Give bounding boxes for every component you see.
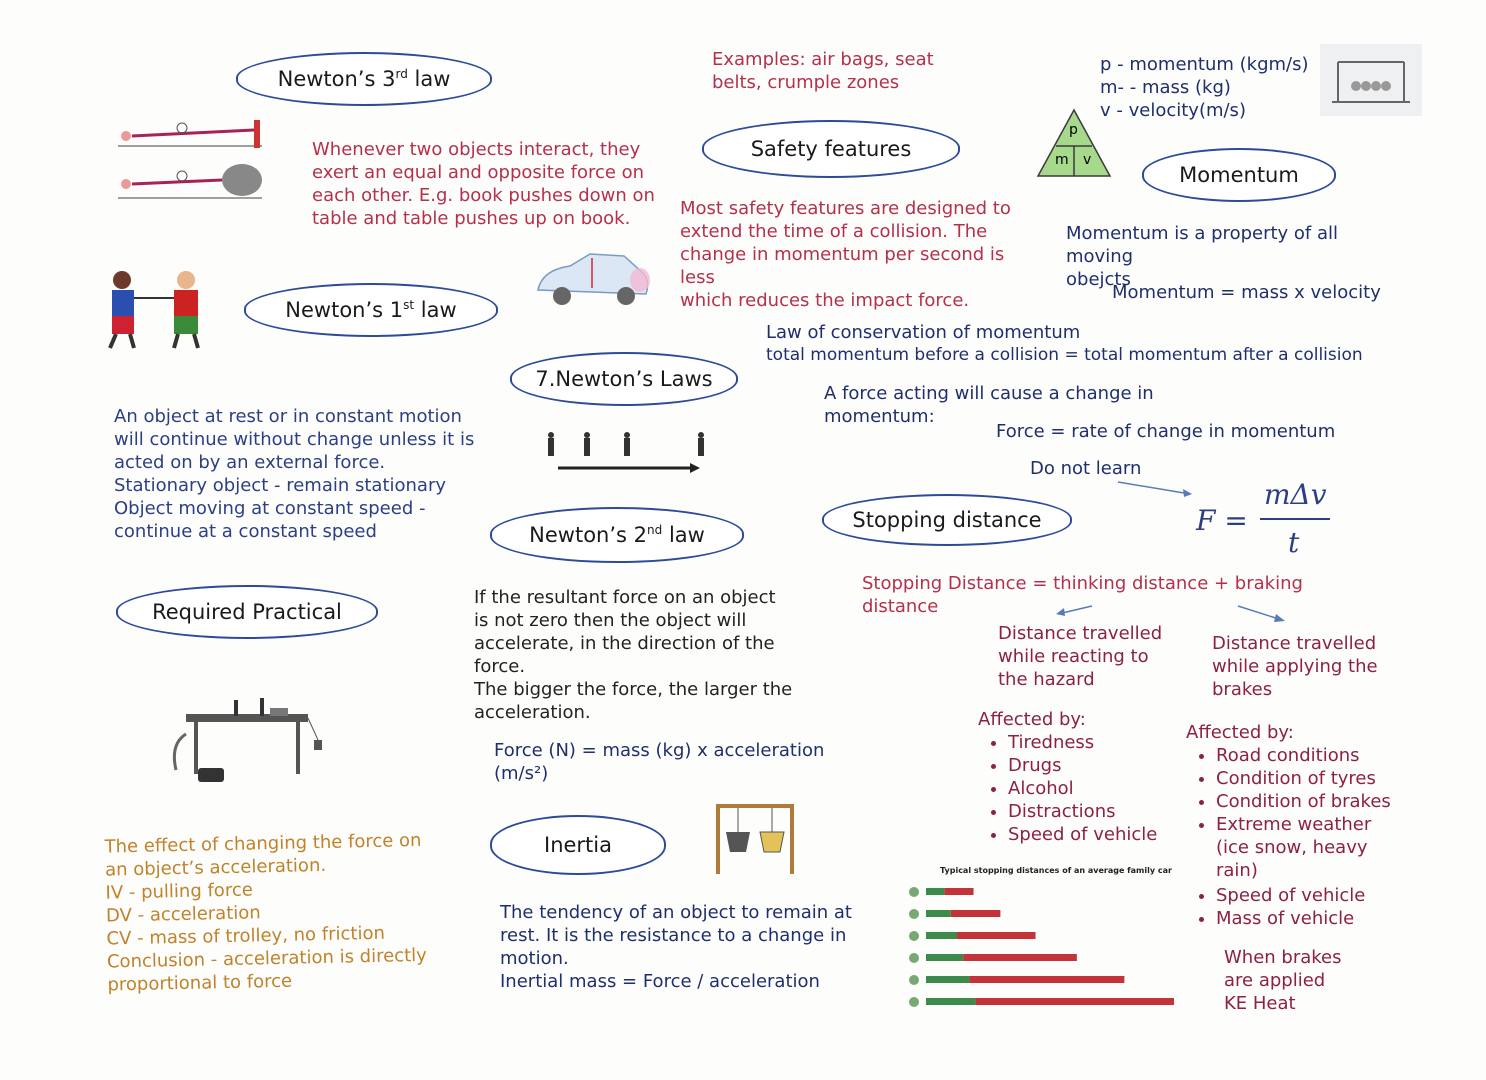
braking-affected-title: Affected by:: [1186, 722, 1294, 743]
chart-bar-braking: [969, 976, 1124, 983]
list-item: • Speed of vehicle: [1216, 884, 1406, 907]
cloud-inertia: Inertia: [490, 815, 666, 875]
triangle-top-label: p: [1069, 122, 1078, 138]
list-item: • Condition of tyres: [1216, 767, 1406, 790]
triangle-left-label: m: [1055, 152, 1069, 168]
chart-bar-braking: [963, 954, 1077, 961]
cloud-newtons-first-law: Newton’s 1st law: [244, 283, 498, 337]
list-item: • Mass of vehicle: [1216, 907, 1406, 930]
practical-text: The effect of changing the force on an object’s acceleration. IV - pulling force DV - acceleration CV - mass of trolley, no friction Conclusion - acceleration is directly proportional to force: [104, 829, 428, 996]
cloud-newtons-third-law: Newton’s 3rd law: [236, 52, 492, 106]
brakes-applied-text: When brakes are applied KE Heat: [1224, 947, 1342, 1014]
momentum-equation: Momentum = mass x velocity: [1112, 282, 1381, 303]
chart-bar-thinking: [926, 888, 945, 895]
chart-bar-braking: [976, 998, 1174, 1005]
conservation-text: total momentum before a collision = total momentum after a collision: [766, 345, 1363, 365]
chart-title: Typical stopping distances of an average family car: [940, 866, 1172, 875]
do-not-learn-note: Do not learn: [1030, 458, 1142, 479]
inertia-buckets-illustration: [710, 800, 800, 876]
chart-row-marker: [909, 931, 919, 941]
trolley-motion-illustration: [540, 430, 710, 474]
stopping-equation: Stopping Distance = thinking distance + braking distance: [862, 573, 1303, 617]
list-item: • Road conditions: [1216, 744, 1406, 767]
thinking-affected-title: Affected by:: [978, 709, 1086, 730]
chart-bar-thinking: [926, 976, 969, 983]
third-law-text: Whenever two objects interact, they exert an equal and opposite force on each other. E.g. book pushes down on table and table pushes up on book.: [312, 139, 655, 229]
chart-row-marker: [909, 909, 919, 919]
formula-numerator: mΔv: [1264, 478, 1327, 511]
formula-denominator: t: [1288, 526, 1300, 559]
force-rate-text: Force = rate of change in momentum: [996, 421, 1336, 442]
chart-svg: [906, 864, 1176, 1024]
momentum-triangle: [1036, 108, 1112, 178]
second-law-text: If the resultant force on an object is not zero then the object will accelerate, in the direction of the force. The bigger the force, the larger the acceleration.: [474, 587, 793, 723]
conservation-title: Law of conservation of momentum: [766, 322, 1081, 343]
triangle-right-label: v: [1083, 152, 1092, 168]
chart-bar-thinking: [926, 998, 976, 1005]
chart-row-marker: [909, 887, 919, 897]
list-item: • Tiredness: [1008, 731, 1178, 754]
chart-bar-braking: [945, 888, 974, 895]
list-item: • Speed of vehicle: [1008, 823, 1178, 846]
children-pulling-illustration: [100, 268, 210, 350]
list-item: • Extreme weather (ice snow, heavy rain): [1216, 813, 1406, 882]
practical-apparatus-illustration: [150, 684, 350, 790]
inertia-text: The tendency of an object to remain at rest. It is the resistance to a change in motion. Inertial mass = Force / acceleration: [500, 902, 852, 992]
first-law-text: An object at rest or in constant motion will continue without change unless it is acted on by an external force. Stationary object - remain stationary Object moving at constant speed - continue at a constant speed: [114, 406, 475, 542]
safety-text: Most safety features are designed to extend the time of a collision. The change in momentum per second is less which reduces the impact force.: [680, 198, 1011, 311]
chart-row-marker: [909, 953, 919, 963]
newtons-cradle-illustration: [1318, 42, 1424, 118]
thinking-distance-desc: Distance travelled while reacting to the hazard: [998, 623, 1163, 690]
safety-examples: Examples: air bags, seat belts, crumple zones: [712, 49, 934, 93]
cloud-required-practical: Required Practical: [116, 585, 378, 639]
cloud-center-title: 7.Newton’s Laws: [510, 352, 738, 406]
list-item: • Condition of brakes: [1216, 790, 1406, 813]
cloud-momentum: Momentum: [1142, 148, 1336, 202]
force-change-text: A force acting will cause a change in momentum:: [824, 383, 1154, 427]
list-item: • Alcohol: [1008, 777, 1178, 800]
list-item: • Distractions: [1008, 800, 1178, 823]
chart-row-marker: [909, 975, 919, 985]
cloud-newtons-second-law: Newton’s 2nd law: [490, 507, 744, 563]
cloud-stopping-distance: Stopping distance: [822, 494, 1072, 546]
chart-bar-braking: [957, 932, 1036, 939]
chart-bar-braking: [951, 910, 1001, 917]
tug-of-war-illustration: [112, 116, 272, 206]
momentum-definition: Momentum is a property of all moving obejcts: [1066, 223, 1339, 290]
chart-bar-thinking: [926, 954, 963, 961]
formula-lhs: F =: [1196, 504, 1248, 537]
list-item: • Drugs: [1008, 754, 1178, 777]
car-safety-illustration: [532, 244, 652, 316]
momentum-key: p - momentum (kgm/s) m- - mass (kg) v - velocity(m/s): [1100, 54, 1309, 121]
stopping-distance-chart: [906, 864, 1176, 1024]
braking-distance-desc: Distance travelled while applying the brakes: [1212, 633, 1378, 700]
chart-row-marker: [909, 997, 919, 1007]
chart-bar-thinking: [926, 910, 951, 917]
chart-bar-thinking: [926, 932, 957, 939]
cloud-safety-features: Safety features: [702, 120, 960, 178]
second-law-equation: Force (N) = mass (kg) x acceleration (m/s²): [494, 740, 825, 784]
